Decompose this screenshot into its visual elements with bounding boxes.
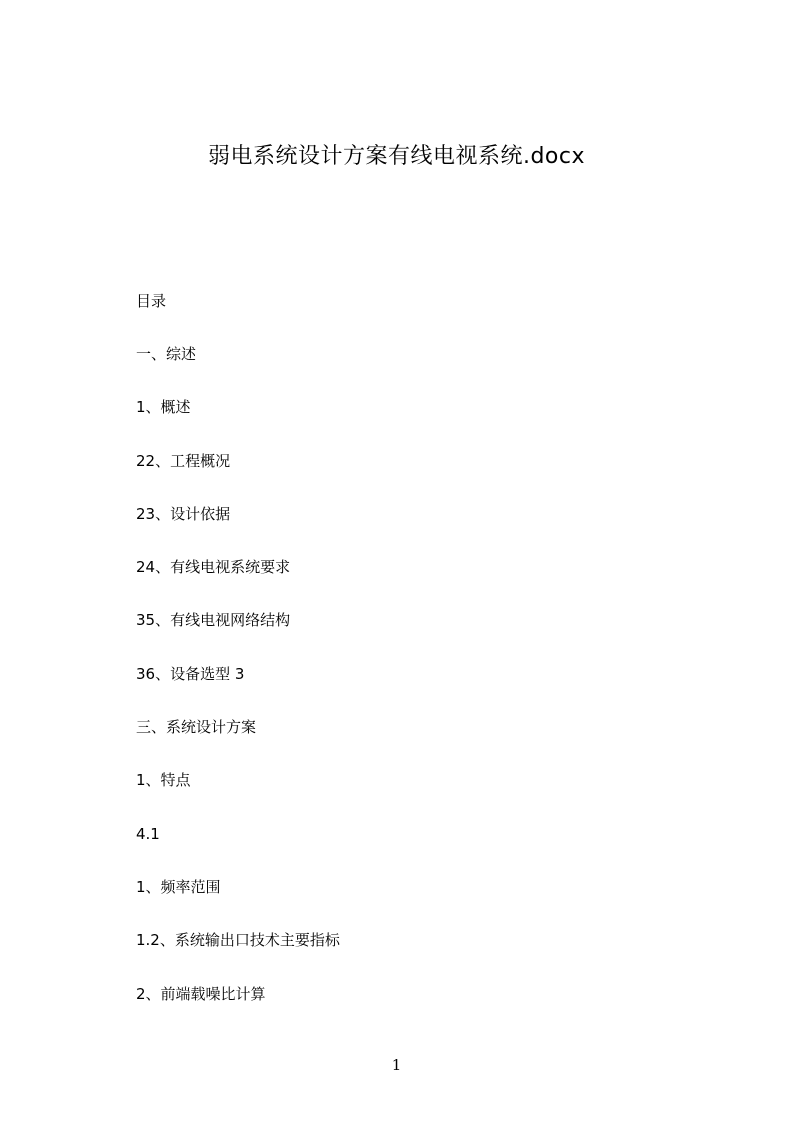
toc-item: 4.1 <box>136 824 160 843</box>
toc-item: 1、特点 <box>136 771 191 790</box>
document-title: 弱电系统设计方案有线电视系统.docx <box>207 144 586 169</box>
toc-item: 36、设备选型 3 <box>136 664 245 683</box>
toc-item: 35、有线电视网络结构 <box>136 611 291 630</box>
toc-item: 一、综述 <box>136 345 197 363</box>
toc-item: 1、频率范围 <box>136 877 221 896</box>
table-of-contents <box>136 343 340 1036</box>
toc-item: 1.2、系统输出口技术主要指标 <box>136 931 340 950</box>
toc-item: 24、有线电视系统要求 <box>136 558 291 577</box>
toc-item: 22、工程概况 <box>136 451 231 470</box>
toc-item: 2、前端载噪比计算 <box>136 984 266 1003</box>
toc-heading: 目录 <box>136 292 167 310</box>
toc-item: 三、系统设计方案 <box>136 718 257 737</box>
toc-item: 23、设计依据 <box>136 504 231 523</box>
toc-item: 1、概述 <box>136 398 191 417</box>
page-number: 1 <box>391 1056 402 1074</box>
